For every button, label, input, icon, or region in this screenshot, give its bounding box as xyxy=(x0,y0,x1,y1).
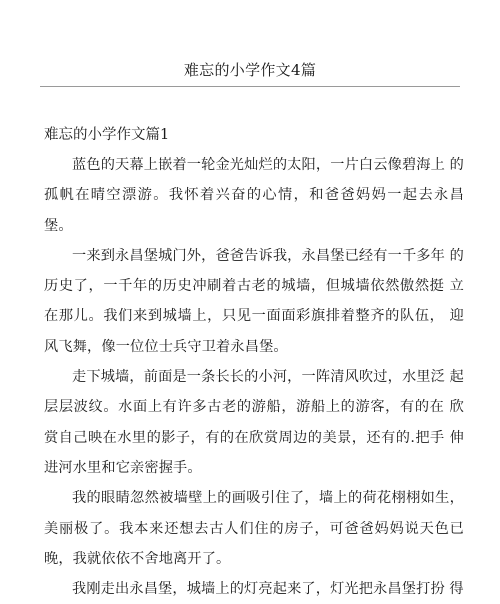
paragraph: 走下城墙，前面是一条长长的小河，一阵清风吹过，水里泛 起层层波纹。水面上有许多古老的游船，游船上的游客，有的在 欣赏自己映在水里的影子，有的在欣赏周边的美景，还有的.把手 伸进河水里和它亲密握手。 xyxy=(44,369,464,476)
article-body xyxy=(44,150,464,604)
paragraph: 蓝色的天幕上嵌着一轮金光灿烂的太阳，一片白云像碧海上 的孤帆在晴空漂游。我怀着兴奋的心情，和爸爸妈妈一起去永昌 堡。 xyxy=(44,157,464,234)
page-title: 难忘的小学作文4篇 xyxy=(183,61,317,79)
section-heading: 难忘的小学作文篇1 xyxy=(44,127,170,143)
title-divider xyxy=(40,86,460,87)
paragraph: 一来到永昌堡城门外，爸爸告诉我，永昌堡已经有一千多年 的历史了，一千年的历史冲刷着古老的城墙，但城墙依然傲然挺 立在那儿。我们来到城墙上，只见一面面彩旗排着整齐的队伍， 迎风飞舞，像一位位士兵守卫着永昌堡。 xyxy=(44,247,464,355)
paragraph: 我刚走出永昌堡，城墙上的灯亮起来了，灯光把永昌堡打扮 得 xyxy=(72,581,464,598)
paragraph: 我的眼睛忽然被墙壁上的画吸引住了，墙上的荷花栩栩如生，美丽极了。我本来还想去古人们住的房子，可爸爸妈妈说天色已 晚，我就依依不舍地离开了。 xyxy=(44,490,464,567)
